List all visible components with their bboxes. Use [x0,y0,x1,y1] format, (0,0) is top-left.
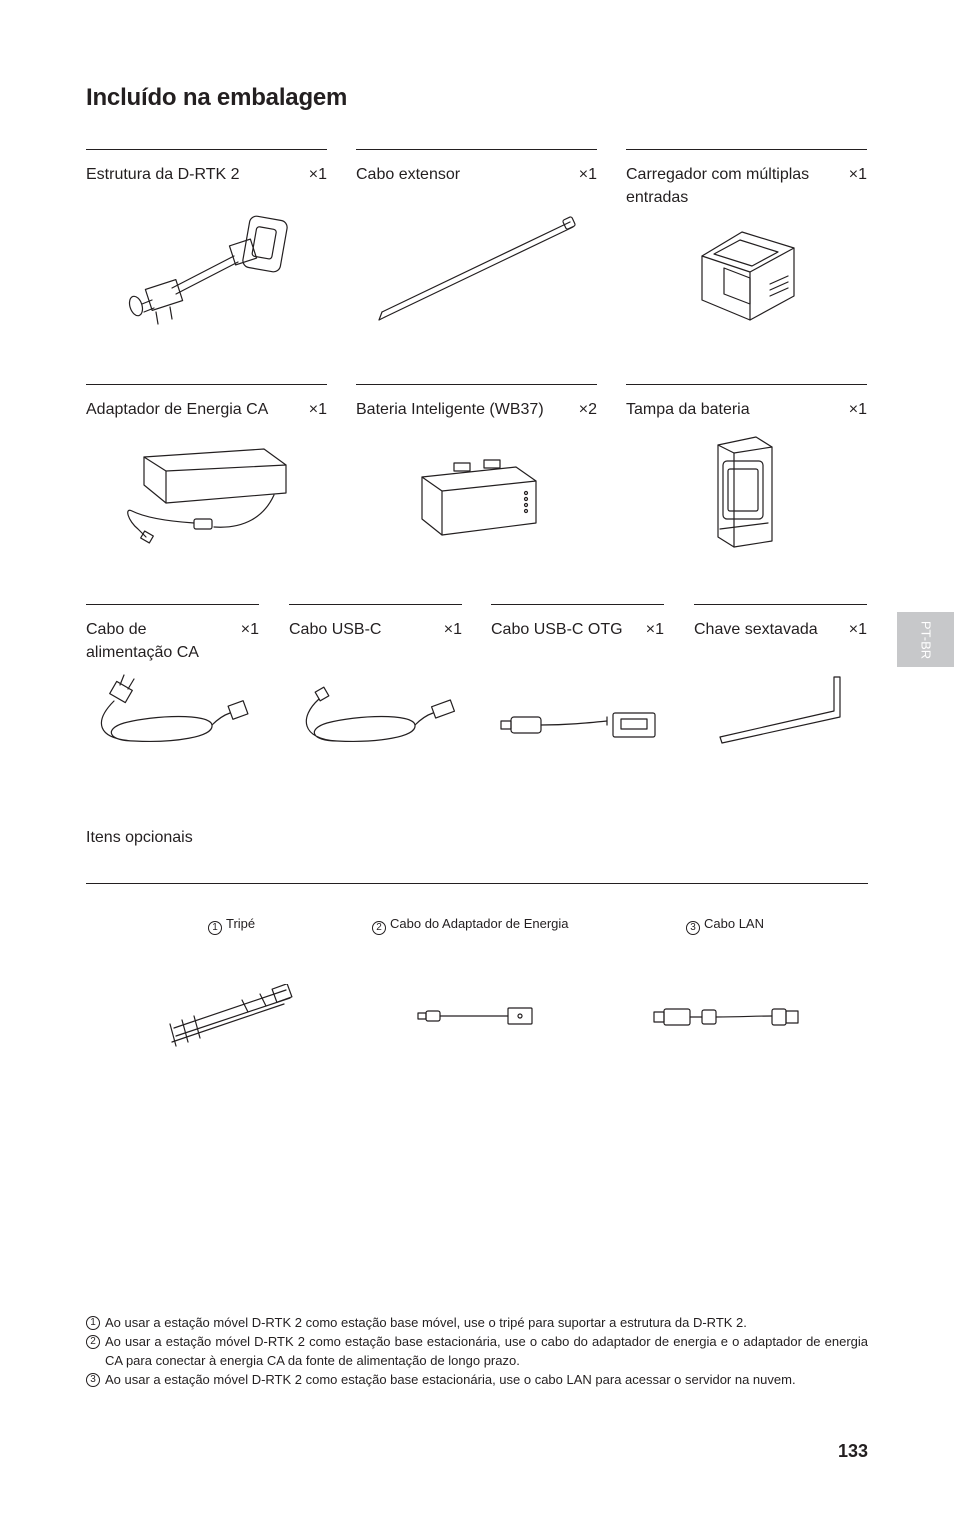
usb-c-cable-icon [297,683,457,751]
intelligent-battery-icon [414,451,544,541]
item-name: Adaptador de Energia CA [86,401,269,418]
optional-items-title: Itens opcionais [86,829,193,846]
package-item-usb-c-otg-cable [491,604,664,765]
item-quantity: ×1 [578,166,597,183]
d-rtk-2-structure-icon [114,212,304,332]
item-quantity: ×1 [308,401,327,418]
tripod-icon [164,984,304,1048]
item-quantity: ×1 [848,621,867,638]
power-adapter-cable-icon [416,1004,536,1028]
usb-c-otg-cable-icon [497,707,662,743]
language-tab [897,612,954,667]
package-item-ac-power-adapter [86,384,327,585]
item-quantity: ×2 [578,401,597,418]
item-quantity: ×1 [848,166,867,183]
item-name: Cabo USB-C OTG [491,621,623,638]
footnote [86,1370,868,1389]
page-number: 133 [837,1441,868,1461]
package-item-battery-cover [626,384,867,585]
optional-item-lan-cable-label [686,916,764,935]
ac-power-adapter-icon [124,437,294,547]
item-name: Cabo de alimentação CA [86,621,199,661]
optional-item-label: Cabo do Adaptador de Energia [390,916,569,931]
page-title: Incluído na embalagem [86,84,348,111]
number-badge: 1 [208,921,222,935]
number-badge: 1 [86,1316,100,1330]
extension-rod-icon [376,216,586,326]
item-quantity: ×1 [240,621,259,638]
item-quantity: ×1 [443,621,462,638]
number-badge: 3 [686,921,700,935]
package-item-ac-power-cable [86,604,259,765]
item-name: Bateria Inteligente (WB37) [356,401,544,418]
number-badge: 2 [372,921,386,935]
language-tab-label: PT-BR [918,620,933,659]
optional-item-tripod-label [208,916,255,935]
footnotes [86,1313,868,1389]
footnote-text: Ao usar a estação móvel D-RTK 2 como estação base estacionária, use o cabo do adaptador de energia e o adaptador de energia CA para conectar à energia CA da fonte de alimentação de longo prazo. [105,1334,868,1368]
item-name: Cabo extensor [356,166,461,183]
footnote [86,1332,868,1370]
footnote [86,1313,868,1332]
item-name: Carregador com múltiplas entradas [626,166,810,206]
package-item-hex-key [694,604,867,765]
footnote-text: Ao usar a estação móvel D-RTK 2 como estação base estacionária, use o cabo LAN para acessar o servidor na nuvem. [105,1372,796,1387]
optional-item-label: Tripé [226,916,256,931]
optional-item-power-adapter-cable-label [372,916,569,935]
package-item-usb-c-cable [289,604,462,765]
hex-key-icon [718,671,848,747]
item-quantity: ×1 [308,166,327,183]
footnote-text: Ao usar a estação móvel D-RTK 2 como estação base móvel, use o tripé para suportar a estrutura da D-RTK 2. [105,1315,747,1330]
item-name: Estrutura da D-RTK 2 [86,166,240,183]
package-item-multi-charger [626,149,867,350]
package-item-intelligent-battery [356,384,597,585]
lan-cable-icon [652,1004,802,1030]
item-name: Cabo USB-C [289,621,382,638]
multi-charger-icon [694,222,804,326]
item-name: Chave sextavada [694,621,818,638]
number-badge: 3 [86,1373,100,1387]
ac-power-cable-icon [94,671,254,751]
item-quantity: ×1 [645,621,664,638]
item-quantity: ×1 [848,401,867,418]
divider [86,883,868,884]
optional-item-label: Cabo LAN [704,916,764,931]
number-badge: 2 [86,1335,100,1349]
battery-cover-icon [710,433,780,551]
package-item-extension-rod [356,149,597,350]
item-name: Tampa da bateria [626,401,750,418]
package-item-d-rtk-2-structure [86,149,327,350]
